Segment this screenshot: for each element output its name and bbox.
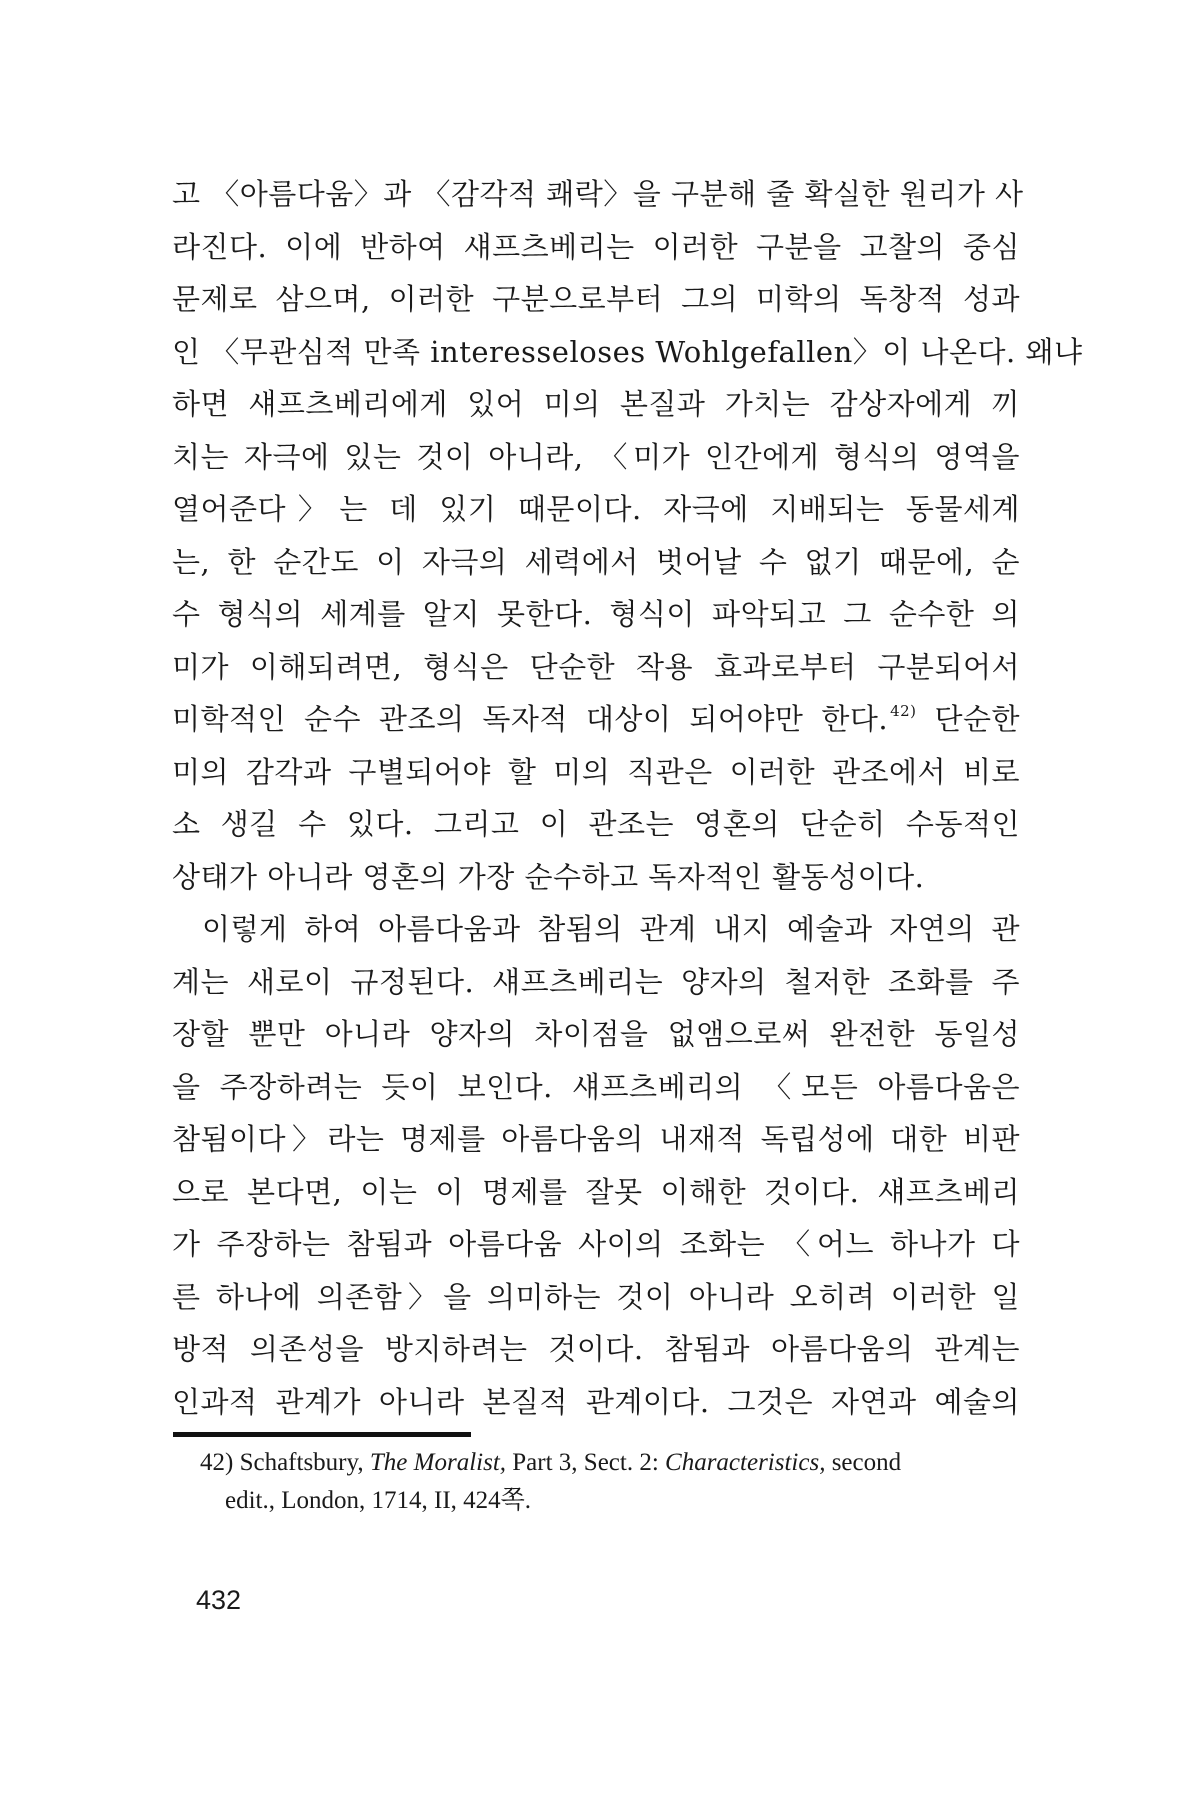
text-line: 문제로 삼으며, 이러한 구분으로부터 그의 미학의 독창적 성과 [172,282,1020,316]
text-line-segment: 미학적인 순수 관조의 독자적 대상이 되어야만 한다. [172,702,889,736]
text-line: 상태가 아니라 영혼의 가장 순수하고 독자적인 활동성이다. [172,859,925,894]
page-number: 432 [196,1585,242,1615]
main-text-block [172,168,1083,1428]
text-line: 참됨이다〉라는 명제를 아름다움의 내재적 독립성에 대한 비판 [172,1122,1020,1156]
text-line: 라진다. 이에 반하여 섀프츠베리는 이러한 구분을 고찰의 중심 [172,229,1020,264]
text-line: 인 〈무관심적 만족 interesseloses Wohlgefallen〉이 나온다. 왜냐 [172,334,1083,369]
text-line-with-footnote-ref [172,693,1020,746]
footnote-work-title: The Moralist, [369,1449,507,1476]
text-line: 장할 뿐만 아니라 양자의 차이점을 없앰으로써 완전한 동일성 [172,1017,1020,1051]
footnote-reference[interactable]: 42) [890,702,917,720]
footnote-part-sect: Part 3, Sect. 2: [512,1449,659,1476]
text-line: 고 〈아름다움〉과 〈감각적 쾌락〉을 구분해 줄 확실한 원리가 사 [172,177,1024,211]
footnote-line [200,1444,1020,1482]
text-line: 방적 의존성을 방지하려는 것이다. 참됨과 아름다움의 관계는 [172,1332,1020,1366]
text-line: 미의 감각과 구별되어야 할 미의 직관은 이러한 관조에서 비로 [172,754,1020,789]
footnote-line: edit., London, 1714, II, 424쪽. [225,1487,532,1514]
text-line: 른 하나에 의존함〉을 의미하는 것이 아니라 오히려 이러한 일 [172,1279,1020,1314]
text-line: 계는 새로이 규정된다. 섀프츠베리는 양자의 철저한 조화를 주 [172,964,1020,999]
text-line: 소 생길 수 있다. 그리고 이 관조는 영혼의 단순히 수동적인 [172,807,1020,841]
text-line: 열어준다〉는 데 있기 때문이다. 자극에 지배되는 동물세계 [172,492,1020,526]
text-line: 인과적 관계가 아니라 본질적 관계이다. 그것은 자연과 예술의 [172,1384,1020,1419]
text-line: 수 형식의 세계를 알지 못한다. 형식이 파악되고 그 순수한 의 [172,597,1020,631]
footnote-book-title: Characteristics, [665,1449,826,1476]
text-line-segment: 단순한 [934,702,1021,736]
text-line: 미가 이해되려면, 형식은 단순한 작용 효과로부터 구분되어서 [172,649,1020,684]
text-line: 을 주장하려는 듯이 보인다. 섀프츠베리의 〈모든 아름다움은 [172,1069,1020,1104]
text-line: 이렇게 하여 아름다움과 참됨의 관계 내지 예술과 자연의 관 [202,912,1020,946]
text-line: 는, 한 순간도 이 자극의 세력에서 벗어날 수 없기 때문에, 순 [172,544,1020,579]
text-line: 하면 섀프츠베리에게 있어 미의 본질과 가치는 감상자에게 끼 [172,387,1020,421]
footnote [200,1444,1020,1520]
text-line: 가 주장하는 참됨과 아름다움 사이의 조화는 〈어느 하나가 다 [172,1227,1020,1261]
text-line: 치는 자극에 있는 것이 아니라, 〈미가 인간에게 형식의 영역을 [172,439,1020,474]
footnote-edition: second [831,1449,902,1476]
text-line: 으로 본다면, 이는 이 명제를 잘못 이해한 것이다. 섀프츠베리 [172,1174,1020,1209]
footnote-number: 42) [200,1449,234,1476]
footnote-author: Schaftsbury, [239,1449,364,1476]
footnote-divider [173,1432,471,1437]
